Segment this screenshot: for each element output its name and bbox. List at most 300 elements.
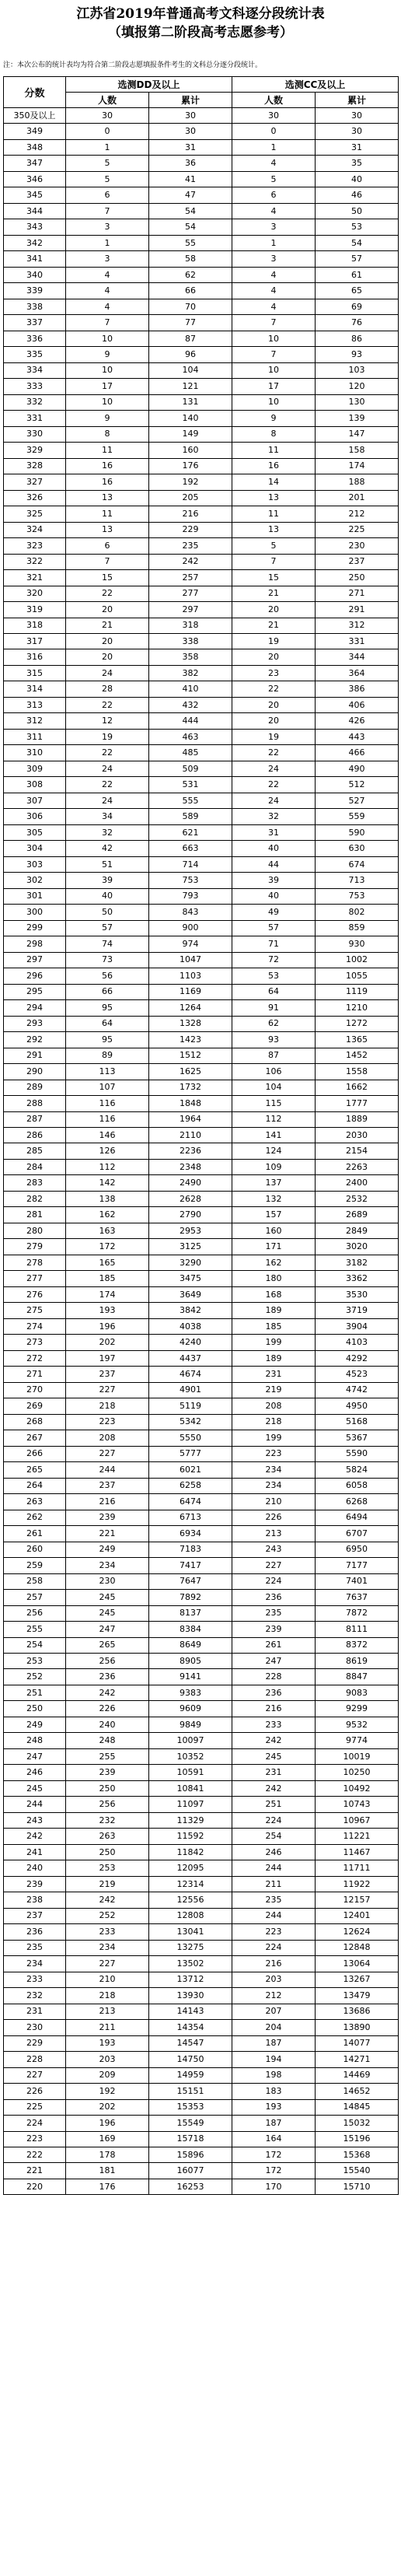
cc-cumulative-cell: 13267 (316, 1972, 399, 1987)
dd-cumulative-cell: 4437 (149, 1350, 232, 1366)
dd-count-cell: 7 (66, 315, 149, 331)
cc-count-cell: 162 (232, 1255, 316, 1270)
score-cell: 256 (4, 1605, 66, 1621)
cc-count-cell: 32 (232, 809, 316, 824)
table-row (4, 219, 399, 235)
dd-cumulative-cell: 338 (149, 633, 232, 649)
cc-count-cell: 106 (232, 1064, 316, 1080)
cc-cumulative-cell: 559 (316, 809, 399, 824)
score-cell: 323 (4, 538, 66, 554)
cc-cumulative-cell: 4103 (316, 1335, 399, 1350)
dd-count-cell: 138 (66, 1191, 149, 1206)
dd-cumulative-cell: 1169 (149, 984, 232, 999)
score-cell: 270 (4, 1382, 66, 1398)
table-row (4, 1573, 399, 1589)
table-row (4, 1048, 399, 1063)
dd-cumulative-cell: 36 (149, 156, 232, 171)
cc-count-cell: 132 (232, 1191, 316, 1206)
cc-cumulative-cell: 6707 (316, 1526, 399, 1542)
cc-count-cell: 10 (232, 394, 316, 410)
dd-count-cell: 193 (66, 2035, 149, 2051)
dd-count-cell: 209 (66, 2067, 149, 2083)
dd-count-cell: 174 (66, 1286, 149, 1302)
dd-count-cell: 196 (66, 2116, 149, 2131)
score-cell: 294 (4, 1000, 66, 1016)
table-row (4, 1558, 399, 1573)
score-cell: 339 (4, 283, 66, 299)
cc-count-cell: 22 (232, 777, 316, 793)
score-cell: 336 (4, 331, 66, 346)
cc-cumulative-cell: 1272 (316, 1016, 399, 1031)
table-row (4, 2147, 399, 2163)
score-cell: 221 (4, 2163, 66, 2179)
cc-cumulative-cell: 9299 (316, 1701, 399, 1717)
title-block (0, 0, 401, 50)
dd-count-cell: 7 (66, 203, 149, 219)
cc-count-cell: 199 (232, 1430, 316, 1446)
score-cell: 350及以上 (4, 108, 66, 124)
cc-cumulative-cell: 466 (316, 745, 399, 761)
dd-count-cell: 0 (66, 124, 149, 139)
table-row (4, 1286, 399, 1302)
table-row (4, 2004, 399, 2019)
dd-cumulative-cell: 555 (149, 793, 232, 808)
dd-count-cell: 22 (66, 777, 149, 793)
cc-cumulative-cell: 512 (316, 777, 399, 793)
score-cell: 244 (4, 1797, 66, 1812)
cc-cumulative-cell: 1889 (316, 1111, 399, 1127)
dd-cumulative-cell: 13502 (149, 1956, 232, 1972)
dd-count-cell: 237 (66, 1478, 149, 1493)
score-cell: 278 (4, 1255, 66, 1270)
score-cell: 296 (4, 968, 66, 984)
cc-count-cell: 246 (232, 1844, 316, 1860)
score-cell: 267 (4, 1430, 66, 1446)
cc-count-cell: 164 (232, 2131, 316, 2147)
dd-cumulative-cell: 6934 (149, 1526, 232, 1542)
cc-cumulative-cell: 69 (316, 299, 399, 314)
dd-count-cell: 163 (66, 1223, 149, 1238)
dd-cumulative-cell: 531 (149, 777, 232, 793)
cc-count-cell: 71 (232, 936, 316, 952)
score-cell: 338 (4, 299, 66, 314)
cc-cumulative-cell: 1662 (316, 1080, 399, 1095)
score-cell: 258 (4, 1573, 66, 1589)
dd-count-cell: 16 (66, 474, 149, 490)
table-row (4, 1096, 399, 1111)
dd-count-cell: 263 (66, 1829, 149, 1844)
table-row (4, 538, 399, 554)
score-cell: 279 (4, 1239, 66, 1255)
dd-count-cell: 116 (66, 1111, 149, 1127)
dd-cumulative-cell: 8649 (149, 1637, 232, 1653)
score-cell: 291 (4, 1048, 66, 1063)
cc-count-cell: 20 (232, 602, 316, 618)
dd-cumulative-cell: 410 (149, 681, 232, 697)
cc-count-cell: 261 (232, 1637, 316, 1653)
table-row (4, 458, 399, 474)
dd-count-cell: 10 (66, 394, 149, 410)
cc-count-cell: 172 (232, 2147, 316, 2163)
cc-cumulative-cell: 1210 (316, 1000, 399, 1016)
dd-cumulative-cell: 96 (149, 347, 232, 362)
score-cell: 331 (4, 411, 66, 426)
dd-count-cell: 245 (66, 1590, 149, 1605)
cc-count-cell: 170 (232, 2179, 316, 2194)
dd-cumulative-cell: 235 (149, 538, 232, 554)
dd-count-cell: 4 (66, 299, 149, 314)
dd-cumulative-cell: 2236 (149, 1143, 232, 1159)
score-cell: 299 (4, 920, 66, 936)
table-row (4, 108, 399, 124)
cc-cumulative-cell: 158 (316, 443, 399, 458)
cc-count-cell: 124 (232, 1143, 316, 1159)
dd-count-cell: 13 (66, 522, 149, 537)
table-row (4, 905, 399, 920)
dd-count-cell: 113 (66, 1064, 149, 1080)
header-dd-cumulative: 累计 (149, 93, 232, 108)
table-row (4, 1080, 399, 1095)
score-cell: 233 (4, 1972, 66, 1987)
table-row (4, 586, 399, 601)
cc-count-cell: 7 (232, 554, 316, 569)
cc-count-cell: 9 (232, 411, 316, 426)
table-row (4, 1494, 399, 1510)
dd-cumulative-cell: 714 (149, 856, 232, 872)
dd-count-cell: 1 (66, 139, 149, 155)
score-cell: 250 (4, 1701, 66, 1717)
score-cell: 341 (4, 251, 66, 267)
cc-cumulative-cell: 12401 (316, 1908, 399, 1923)
dd-cumulative-cell: 205 (149, 490, 232, 506)
cc-cumulative-cell: 15710 (316, 2179, 399, 2194)
cc-count-cell: 3 (232, 219, 316, 235)
table-row (4, 649, 399, 665)
cc-count-cell: 16 (232, 458, 316, 474)
cc-cumulative-cell: 753 (316, 888, 399, 904)
dd-cumulative-cell: 663 (149, 841, 232, 856)
dd-cumulative-cell: 11097 (149, 1797, 232, 1812)
cc-count-cell: 231 (232, 1367, 316, 1382)
table-row (4, 1159, 399, 1174)
score-cell: 246 (4, 1765, 66, 1780)
dd-cumulative-cell: 257 (149, 570, 232, 586)
dd-cumulative-cell: 5550 (149, 1430, 232, 1446)
table-row (4, 2131, 399, 2147)
dd-cumulative-cell: 14959 (149, 2067, 232, 2083)
dd-cumulative-cell: 77 (149, 315, 232, 331)
dd-count-cell: 255 (66, 1748, 149, 1764)
table-row (4, 139, 399, 155)
dd-count-cell: 203 (66, 2052, 149, 2067)
table-row (4, 1748, 399, 1764)
cc-cumulative-cell: 630 (316, 841, 399, 856)
dd-cumulative-cell: 10841 (149, 1780, 232, 1796)
table-row (4, 1064, 399, 1080)
score-cell: 220 (4, 2179, 66, 2194)
cc-cumulative-cell: 12157 (316, 1892, 399, 1908)
cc-cumulative-cell: 1777 (316, 1096, 399, 1111)
dd-cumulative-cell: 55 (149, 235, 232, 250)
table-row (4, 952, 399, 968)
dd-count-cell: 19 (66, 729, 149, 744)
cc-cumulative-cell: 527 (316, 793, 399, 808)
dd-count-cell: 74 (66, 936, 149, 952)
dd-count-cell: 226 (66, 1701, 149, 1717)
cc-cumulative-cell: 5590 (316, 1446, 399, 1461)
dd-cumulative-cell: 2490 (149, 1175, 232, 1191)
dd-count-cell: 169 (66, 2131, 149, 2147)
cc-count-cell: 6 (232, 187, 316, 203)
dd-count-cell: 7 (66, 554, 149, 569)
table-row (4, 1812, 399, 1828)
cc-count-cell: 212 (232, 1988, 316, 2004)
score-cell: 316 (4, 649, 66, 665)
dd-cumulative-cell: 509 (149, 761, 232, 776)
cc-cumulative-cell: 7401 (316, 1573, 399, 1589)
cc-cumulative-cell: 31 (316, 139, 399, 155)
dd-count-cell: 4 (66, 267, 149, 282)
table-row (4, 1303, 399, 1318)
cc-cumulative-cell: 11221 (316, 1829, 399, 1844)
dd-cumulative-cell: 12808 (149, 1908, 232, 1923)
score-cell: 319 (4, 602, 66, 618)
table-row (4, 1829, 399, 1844)
cc-count-cell: 21 (232, 586, 316, 601)
score-cell: 275 (4, 1303, 66, 1318)
dd-count-cell: 57 (66, 920, 149, 936)
score-cell: 328 (4, 458, 66, 474)
score-cell: 309 (4, 761, 66, 776)
cc-count-cell: 11 (232, 506, 316, 522)
table-row (4, 1542, 399, 1557)
cc-cumulative-cell: 76 (316, 315, 399, 331)
score-cell: 317 (4, 633, 66, 649)
table-row (4, 1765, 399, 1780)
table-row (4, 729, 399, 744)
score-cell: 284 (4, 1159, 66, 1174)
header-group-cc: 选测CC及以上 (232, 77, 399, 93)
table-row (4, 1892, 399, 1908)
table-row (4, 856, 399, 872)
dd-count-cell: 218 (66, 1988, 149, 2004)
cc-count-cell: 189 (232, 1303, 316, 1318)
cc-count-cell: 218 (232, 1414, 316, 1430)
cc-cumulative-cell: 237 (316, 554, 399, 569)
dd-cumulative-cell: 15549 (149, 2116, 232, 2131)
score-cell: 245 (4, 1780, 66, 1796)
table-row (4, 2163, 399, 2179)
table-row (4, 1637, 399, 1653)
cc-count-cell: 243 (232, 1542, 316, 1557)
score-cell: 290 (4, 1064, 66, 1080)
dd-cumulative-cell: 463 (149, 729, 232, 744)
dd-count-cell: 230 (66, 1573, 149, 1589)
table-row (4, 1271, 399, 1286)
dd-cumulative-cell: 485 (149, 745, 232, 761)
cc-cumulative-cell: 3904 (316, 1318, 399, 1334)
dd-count-cell: 34 (66, 809, 149, 824)
dd-count-cell: 15 (66, 570, 149, 586)
dd-count-cell: 9 (66, 347, 149, 362)
score-cell: 224 (4, 2116, 66, 2131)
score-cell: 232 (4, 1988, 66, 2004)
table-row (4, 1382, 399, 1398)
dd-count-cell: 73 (66, 952, 149, 968)
cc-count-cell: 223 (232, 1924, 316, 1940)
cc-cumulative-cell: 1365 (316, 1032, 399, 1048)
cc-count-cell: 14 (232, 474, 316, 490)
table-row (4, 1526, 399, 1542)
dd-count-cell: 239 (66, 1765, 149, 1780)
score-cell: 298 (4, 936, 66, 952)
dd-cumulative-cell: 3842 (149, 1303, 232, 1318)
cc-cumulative-cell: 188 (316, 474, 399, 490)
cc-count-cell: 5 (232, 171, 316, 187)
cc-cumulative-cell: 590 (316, 824, 399, 840)
dd-count-cell: 11 (66, 506, 149, 522)
dd-cumulative-cell: 216 (149, 506, 232, 522)
table-row (4, 1143, 399, 1159)
dd-cumulative-cell: 3290 (149, 1255, 232, 1270)
cc-count-cell: 172 (232, 2163, 316, 2179)
score-cell: 263 (4, 1494, 66, 1510)
dd-cumulative-cell: 13041 (149, 1924, 232, 1940)
table-row (4, 888, 399, 904)
dd-count-cell: 232 (66, 1812, 149, 1828)
score-cell: 292 (4, 1032, 66, 1048)
dd-count-cell: 216 (66, 1494, 149, 1510)
cc-count-cell: 40 (232, 841, 316, 856)
dd-count-cell: 181 (66, 2163, 149, 2179)
dd-count-cell: 22 (66, 745, 149, 761)
dd-count-cell: 256 (66, 1797, 149, 1812)
cc-count-cell: 244 (232, 1908, 316, 1923)
cc-cumulative-cell: 443 (316, 729, 399, 744)
score-cell: 247 (4, 1748, 66, 1764)
dd-count-cell: 22 (66, 697, 149, 712)
dd-count-cell: 146 (66, 1128, 149, 1143)
score-cell: 276 (4, 1286, 66, 1302)
score-cell: 231 (4, 2004, 66, 2019)
dd-cumulative-cell: 229 (149, 522, 232, 537)
dd-count-cell: 107 (66, 1080, 149, 1095)
table-row (4, 1844, 399, 1860)
cc-count-cell: 5 (232, 538, 316, 554)
cc-count-cell: 247 (232, 1653, 316, 1668)
table-row (4, 299, 399, 314)
score-cell: 227 (4, 2067, 66, 2083)
table-row (4, 2179, 399, 2194)
cc-count-cell: 234 (232, 1478, 316, 1493)
dd-cumulative-cell: 7183 (149, 1542, 232, 1557)
dd-cumulative-cell: 3125 (149, 1239, 232, 1255)
table-row (4, 824, 399, 840)
score-cell: 333 (4, 379, 66, 394)
score-cell: 262 (4, 1510, 66, 1525)
dd-count-cell: 40 (66, 888, 149, 904)
dd-cumulative-cell: 15151 (149, 2084, 232, 2099)
score-cell: 321 (4, 570, 66, 586)
dd-cumulative-cell: 16253 (149, 2179, 232, 2194)
cc-count-cell: 112 (232, 1111, 316, 1127)
dd-count-cell: 176 (66, 2179, 149, 2194)
score-cell: 311 (4, 729, 66, 744)
dd-count-cell: 11 (66, 443, 149, 458)
dd-cumulative-cell: 31 (149, 139, 232, 155)
cc-cumulative-cell: 2030 (316, 1128, 399, 1143)
dd-cumulative-cell: 30 (149, 124, 232, 139)
dd-count-cell: 234 (66, 1558, 149, 1573)
table-row (4, 1478, 399, 1493)
table-row (4, 1016, 399, 1031)
table-row (4, 1908, 399, 1923)
table-row (4, 1988, 399, 2004)
score-cell: 320 (4, 586, 66, 601)
dd-count-cell: 242 (66, 1892, 149, 1908)
cc-count-cell: 87 (232, 1048, 316, 1063)
score-cell: 251 (4, 1685, 66, 1700)
dd-cumulative-cell: 58 (149, 251, 232, 267)
cc-cumulative-cell: 93 (316, 347, 399, 362)
cc-count-cell: 24 (232, 793, 316, 808)
score-cell: 301 (4, 888, 66, 904)
cc-cumulative-cell: 10743 (316, 1797, 399, 1812)
dd-cumulative-cell: 2790 (149, 1207, 232, 1223)
dd-cumulative-cell: 13712 (149, 1972, 232, 1987)
cc-count-cell: 49 (232, 905, 316, 920)
cc-count-cell: 193 (232, 2099, 316, 2115)
cc-cumulative-cell: 11922 (316, 1876, 399, 1892)
cc-cumulative-cell: 8847 (316, 1669, 399, 1685)
dd-count-cell: 223 (66, 1414, 149, 1430)
table-row (4, 1367, 399, 1382)
dd-count-cell: 249 (66, 1542, 149, 1557)
dd-count-cell: 3 (66, 251, 149, 267)
dd-cumulative-cell: 1848 (149, 1096, 232, 1111)
dd-count-cell: 116 (66, 1096, 149, 1111)
score-cell: 347 (4, 156, 66, 171)
dd-count-cell: 210 (66, 1972, 149, 1987)
dd-cumulative-cell: 30 (149, 108, 232, 124)
score-cell: 241 (4, 1844, 66, 1860)
score-cell: 242 (4, 1829, 66, 1844)
table-row (4, 2084, 399, 2099)
cc-cumulative-cell: 1055 (316, 968, 399, 984)
dd-cumulative-cell: 8384 (149, 1622, 232, 1637)
cc-count-cell: 13 (232, 490, 316, 506)
cc-cumulative-cell: 130 (316, 394, 399, 410)
score-cell: 286 (4, 1128, 66, 1143)
table-row (4, 1255, 399, 1270)
header-group-dd: 选测DD及以上 (66, 77, 232, 93)
table-row (4, 1797, 399, 1812)
table-row (4, 474, 399, 490)
table-row (4, 1876, 399, 1892)
score-cell: 260 (4, 1542, 66, 1557)
cc-count-cell: 10 (232, 331, 316, 346)
table-row (4, 665, 399, 681)
dd-cumulative-cell: 6258 (149, 1478, 232, 1493)
dd-count-cell: 64 (66, 1016, 149, 1031)
score-cell: 252 (4, 1669, 66, 1685)
cc-cumulative-cell: 14271 (316, 2052, 399, 2067)
table-row (4, 554, 399, 569)
dd-count-cell: 3 (66, 219, 149, 235)
score-cell: 315 (4, 665, 66, 681)
dd-cumulative-cell: 15353 (149, 2099, 232, 2115)
cc-cumulative-cell: 4292 (316, 1350, 399, 1366)
